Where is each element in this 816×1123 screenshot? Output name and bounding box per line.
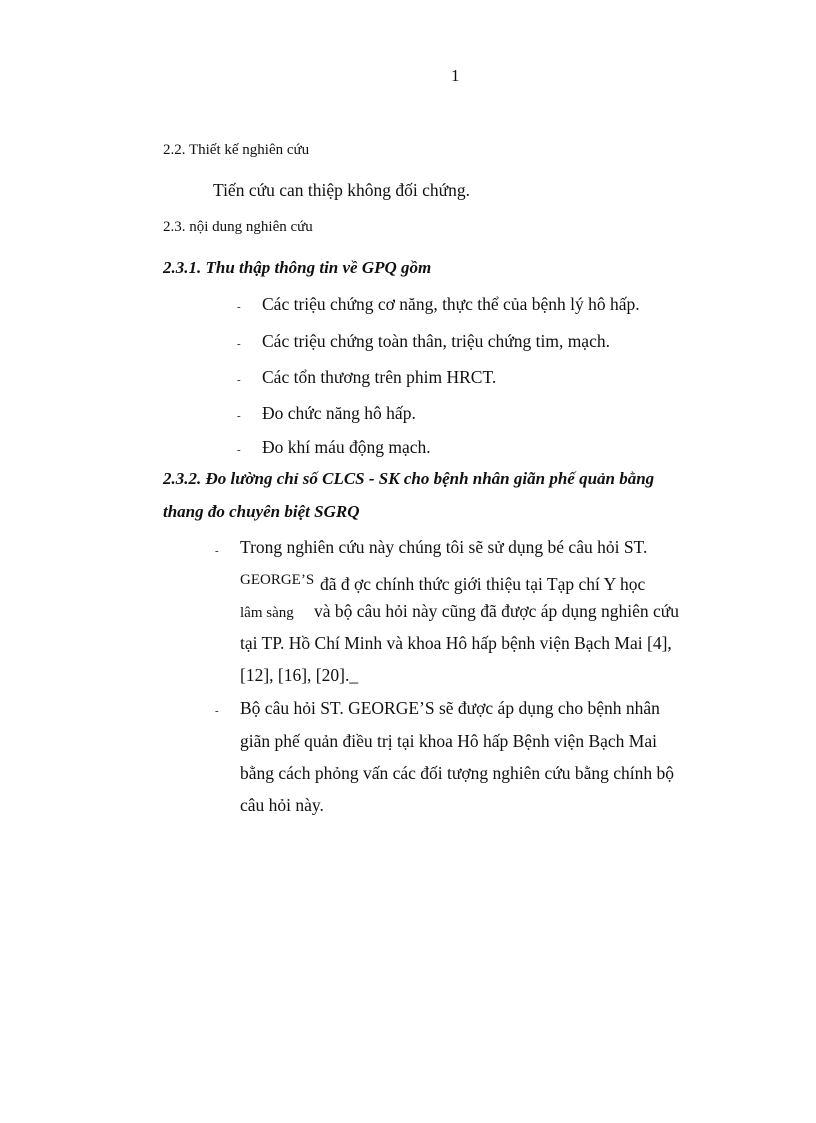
paragraph-line: và bộ câu hỏi này cũng đã được áp dụng nghiên cứu: [314, 601, 679, 621]
paragraph-line: [12], [16], [20]._: [240, 665, 359, 685]
list-item: Các triệu chứng toàn thân, triệu chứng tim, mạch.: [262, 331, 610, 351]
list-bullet: -: [237, 338, 241, 350]
paragraph-line-fragment: lâm sàng: [240, 605, 294, 621]
list-bullet: -: [215, 705, 219, 717]
section-2-3-1-heading: 2.3.1. Thu thập thông tin về GPQ gồm: [163, 258, 432, 277]
list-item: Các tổn thương trên phim HRCT.: [262, 367, 497, 387]
section-2-2-heading: 2.2. Thiết kế nghiên cứu: [163, 142, 310, 158]
list-item: Đo chức năng hô hấp.: [262, 403, 416, 423]
section-2-2-text: Tiến cứu can thiệp không đối chứng.: [213, 180, 470, 200]
list-bullet: -: [237, 374, 241, 386]
section-2-3-2-heading-cont: thang đo chuyên biệt SGRQ: [163, 502, 360, 521]
list-item: Các triệu chứng cơ năng, thực thể của bệnh lý hô hấp.: [262, 294, 640, 314]
paragraph-line: đã đ ợc chính thức giới thiệu tại Tạp chí Y học: [320, 574, 646, 594]
list-bullet: -: [237, 301, 241, 313]
section-2-3-2-heading: 2.3.2. Đo lường chỉ số CLCS - SK cho bệnh nhân giãn phế quản bằng: [163, 469, 655, 488]
section-2-3-heading: 2.3. nội dung nghiên cứu: [163, 219, 313, 235]
list-bullet: -: [237, 410, 241, 422]
paragraph-line: tại TP. Hồ Chí Minh và khoa Hô hấp bệnh viện Bạch Mai [4],: [240, 633, 672, 653]
paragraph-line: câu hỏi này.: [240, 795, 324, 815]
list-bullet: -: [237, 444, 241, 456]
paragraph-line: Bộ câu hỏi ST. GEORGE’S sẽ được áp dụng cho bệnh nhân: [240, 698, 660, 718]
list-bullet: -: [215, 545, 219, 557]
page-number: 1: [451, 66, 460, 85]
paragraph-line: giãn phế quản điều trị tại khoa Hô hấp Bệnh viện Bạch Mai: [240, 731, 657, 751]
paragraph-line: Trong nghiên cứu này chúng tôi sẽ sử dụng bé câu hỏi ST.: [240, 537, 648, 557]
paragraph-line-fragment: GEORGE’S: [240, 572, 315, 588]
list-item: Đo khí máu động mạch.: [262, 437, 431, 457]
paragraph-line: bằng cách phỏng vấn các đối tượng nghiên cứu bằng chính bộ: [240, 763, 675, 783]
